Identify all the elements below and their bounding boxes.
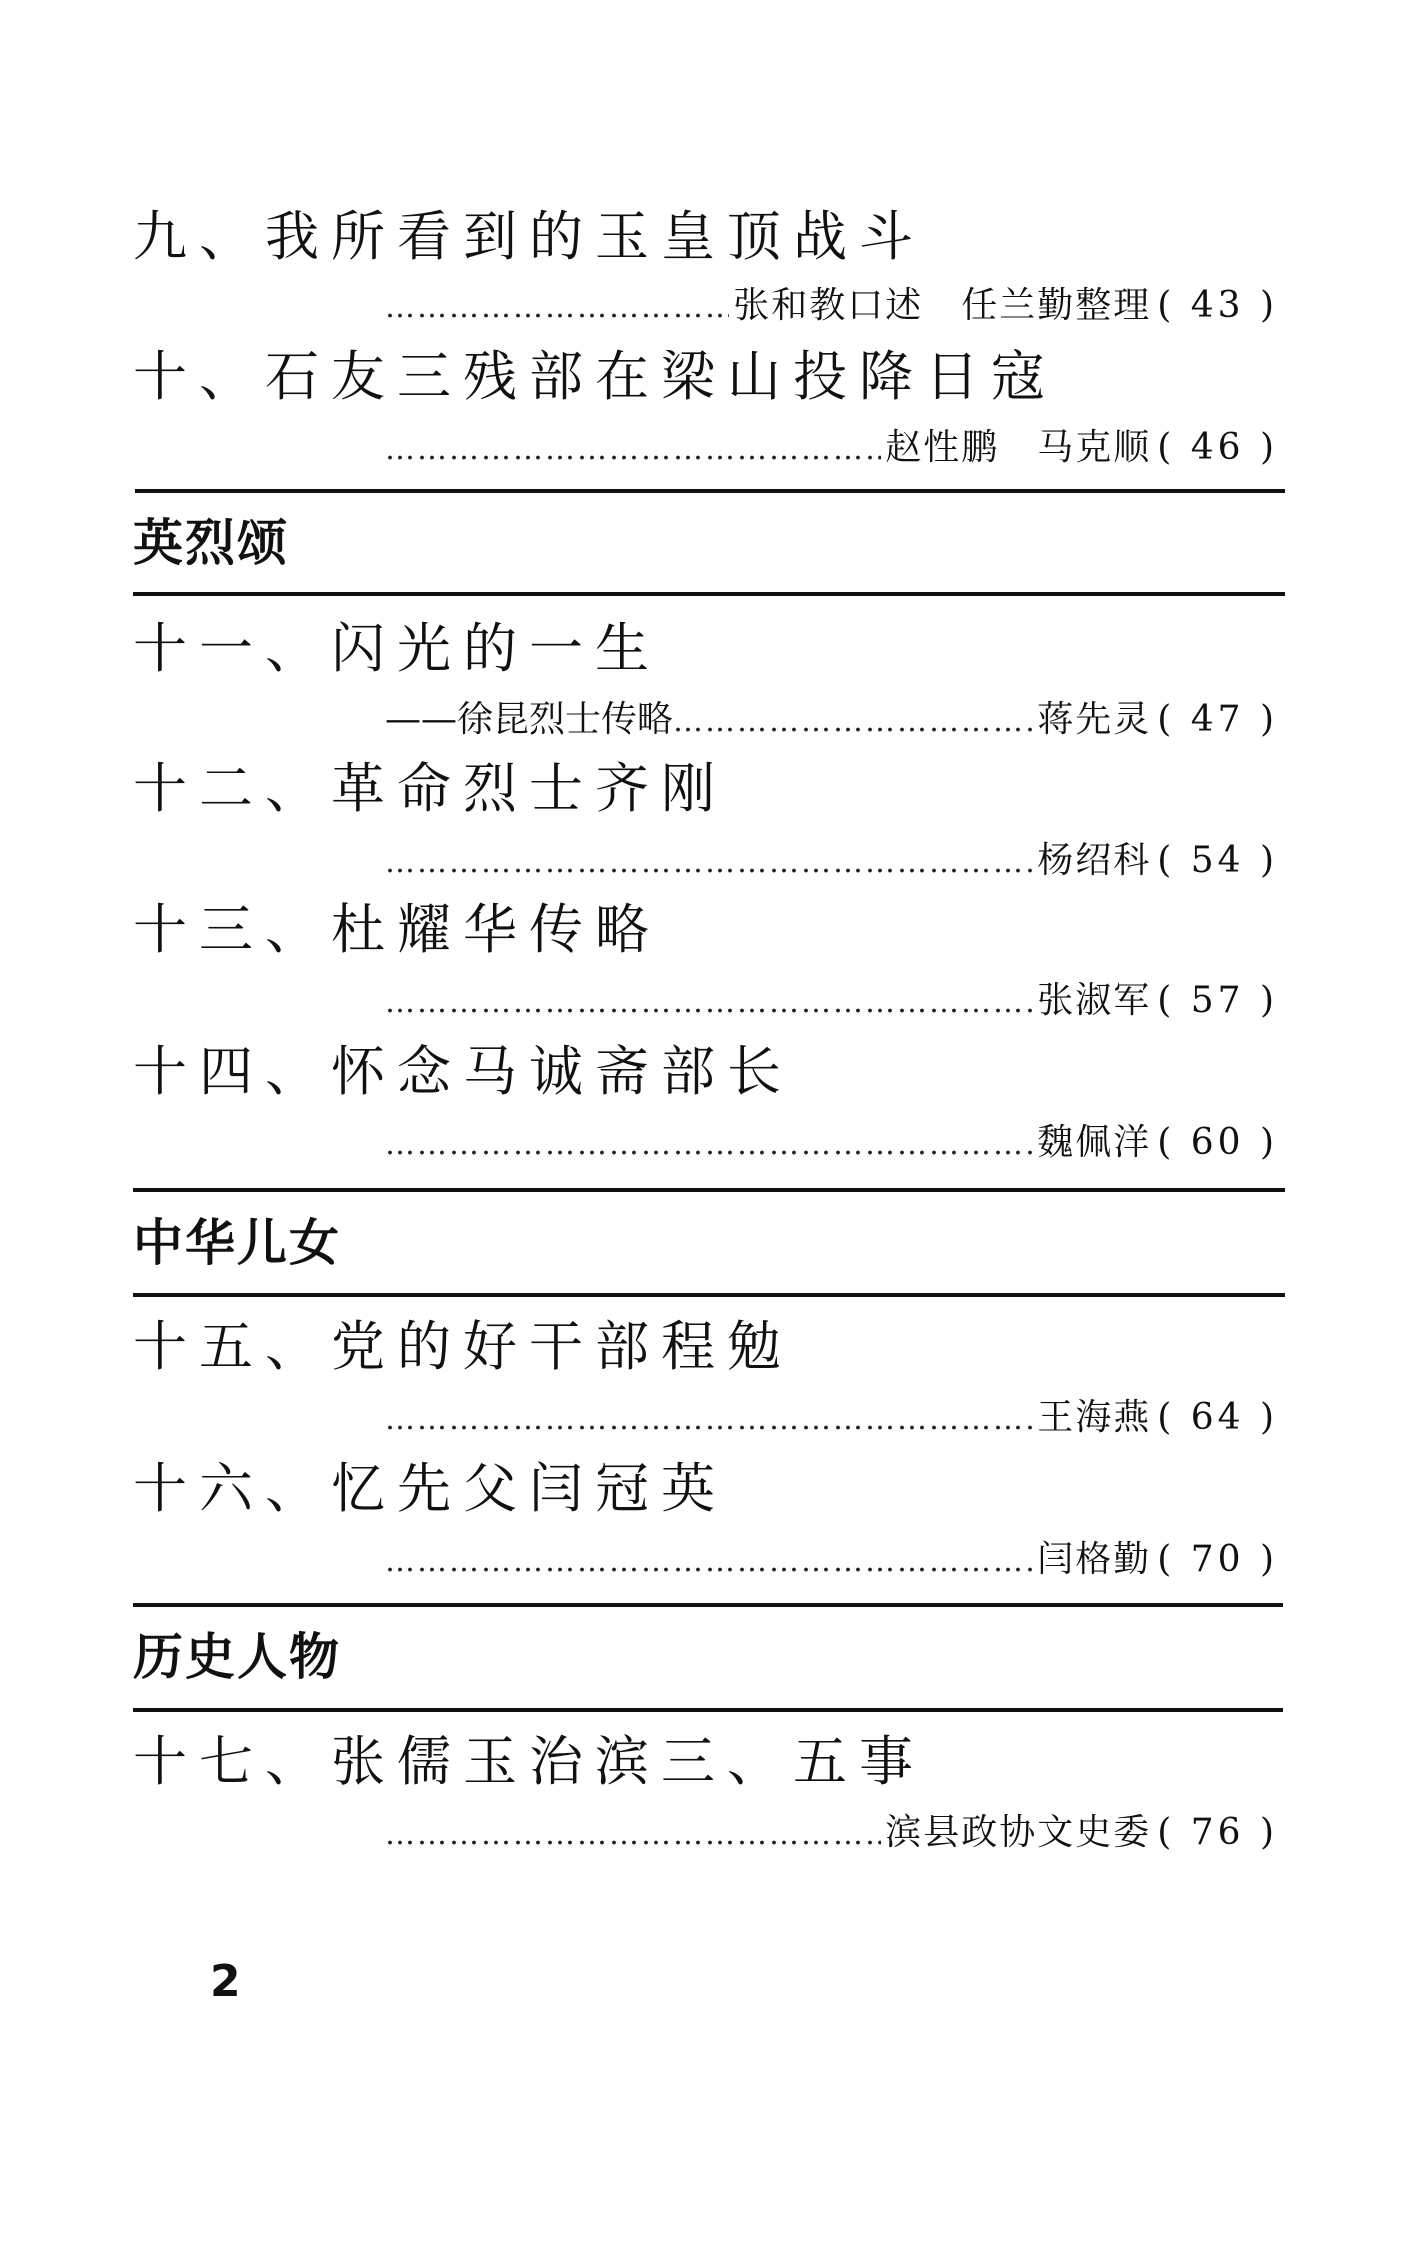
section-rule-bottom [133,1708,1283,1712]
leader-dots [385,848,1033,878]
toc-entry-page: ( 47 ) [1157,699,1278,740]
toc-entry-author: 魏佩洋 [1037,1122,1152,1163]
toc-entry-byline [385,980,1278,1021]
leader-dots [385,1547,1033,1577]
leader-dots [385,435,881,465]
toc-entry-title: 十五、党的好干部程勉 [133,1315,793,1378]
toc-entry-title: 十七、张儒玉治滨三、五事 [133,1730,925,1793]
toc-entry-byline [385,840,1278,881]
toc-entry-title: 十二、革命烈士齐刚 [133,757,727,820]
toc-entry-page: ( 70 ) [1157,1539,1278,1580]
toc-entry-byline [385,1539,1278,1580]
toc-entry-page: ( 46 ) [1157,427,1278,468]
toc-entry-title: 十、石友三残部在梁山投降日寇 [133,345,1057,408]
leader-dots [385,293,729,323]
section-rule-bottom [133,592,1285,596]
toc-entry-byline [385,699,1278,740]
toc-entry-byline [385,1397,1278,1438]
section-rule-bottom [133,1293,1285,1297]
toc-entry-subtitle: ——徐昆烈士传略 [385,699,674,740]
toc-entry-author: 闫格勤 [1037,1539,1152,1580]
toc-entry-byline [385,1122,1278,1163]
toc-entry-byline [385,285,1278,326]
page-number: 2 [210,1956,241,2007]
toc-entry-author: 杨绍科 [1037,840,1152,881]
toc-entry-page: ( 54 ) [1157,840,1278,881]
leader-dots [385,1820,881,1850]
section-rule-top [133,1603,1283,1607]
leader-dots [673,707,1033,737]
toc-entry-author: 王海燕 [1037,1397,1152,1438]
toc-entry-page: ( 43 ) [1157,285,1278,326]
toc-entry-title: 十四、怀念马诚斋部长 [133,1040,793,1103]
toc-entry-author: 张和教口述 任兰勤整理 [733,285,1152,326]
section-rule-top [133,1188,1285,1192]
toc-entry-page: ( 60 ) [1157,1122,1278,1163]
leader-dots [385,1130,1033,1160]
toc-entry-author: 张淑军 [1037,980,1152,1021]
toc-entry-author: 赵性鹏 马克顺 [885,427,1152,468]
toc-entry-page: ( 64 ) [1157,1397,1278,1438]
toc-entry-page: ( 57 ) [1157,980,1278,1021]
section-heading: 英烈颂 [133,514,289,572]
toc-entry-page: ( 76 ) [1157,1812,1278,1853]
toc-entry-title: 九、我所看到的玉皇顶战斗 [133,205,925,268]
toc-entry-author: 蒋先灵 [1037,699,1152,740]
toc-entry-title: 十一、闪光的一生 [133,617,661,680]
section-heading: 中华儿女 [133,1214,341,1272]
section-heading: 历史人物 [133,1628,341,1686]
toc-entry-author: 滨县政协文史委 [885,1812,1152,1853]
leader-dots [385,1405,1033,1435]
section-rule-top [135,489,1285,493]
toc-entry-title: 十六、忆先父闫冠英 [133,1457,727,1520]
toc-entry-byline [385,427,1278,468]
toc-entry-byline [385,1812,1278,1853]
leader-dots [385,988,1033,1018]
toc-entry-title: 十三、杜耀华传略 [133,898,661,961]
